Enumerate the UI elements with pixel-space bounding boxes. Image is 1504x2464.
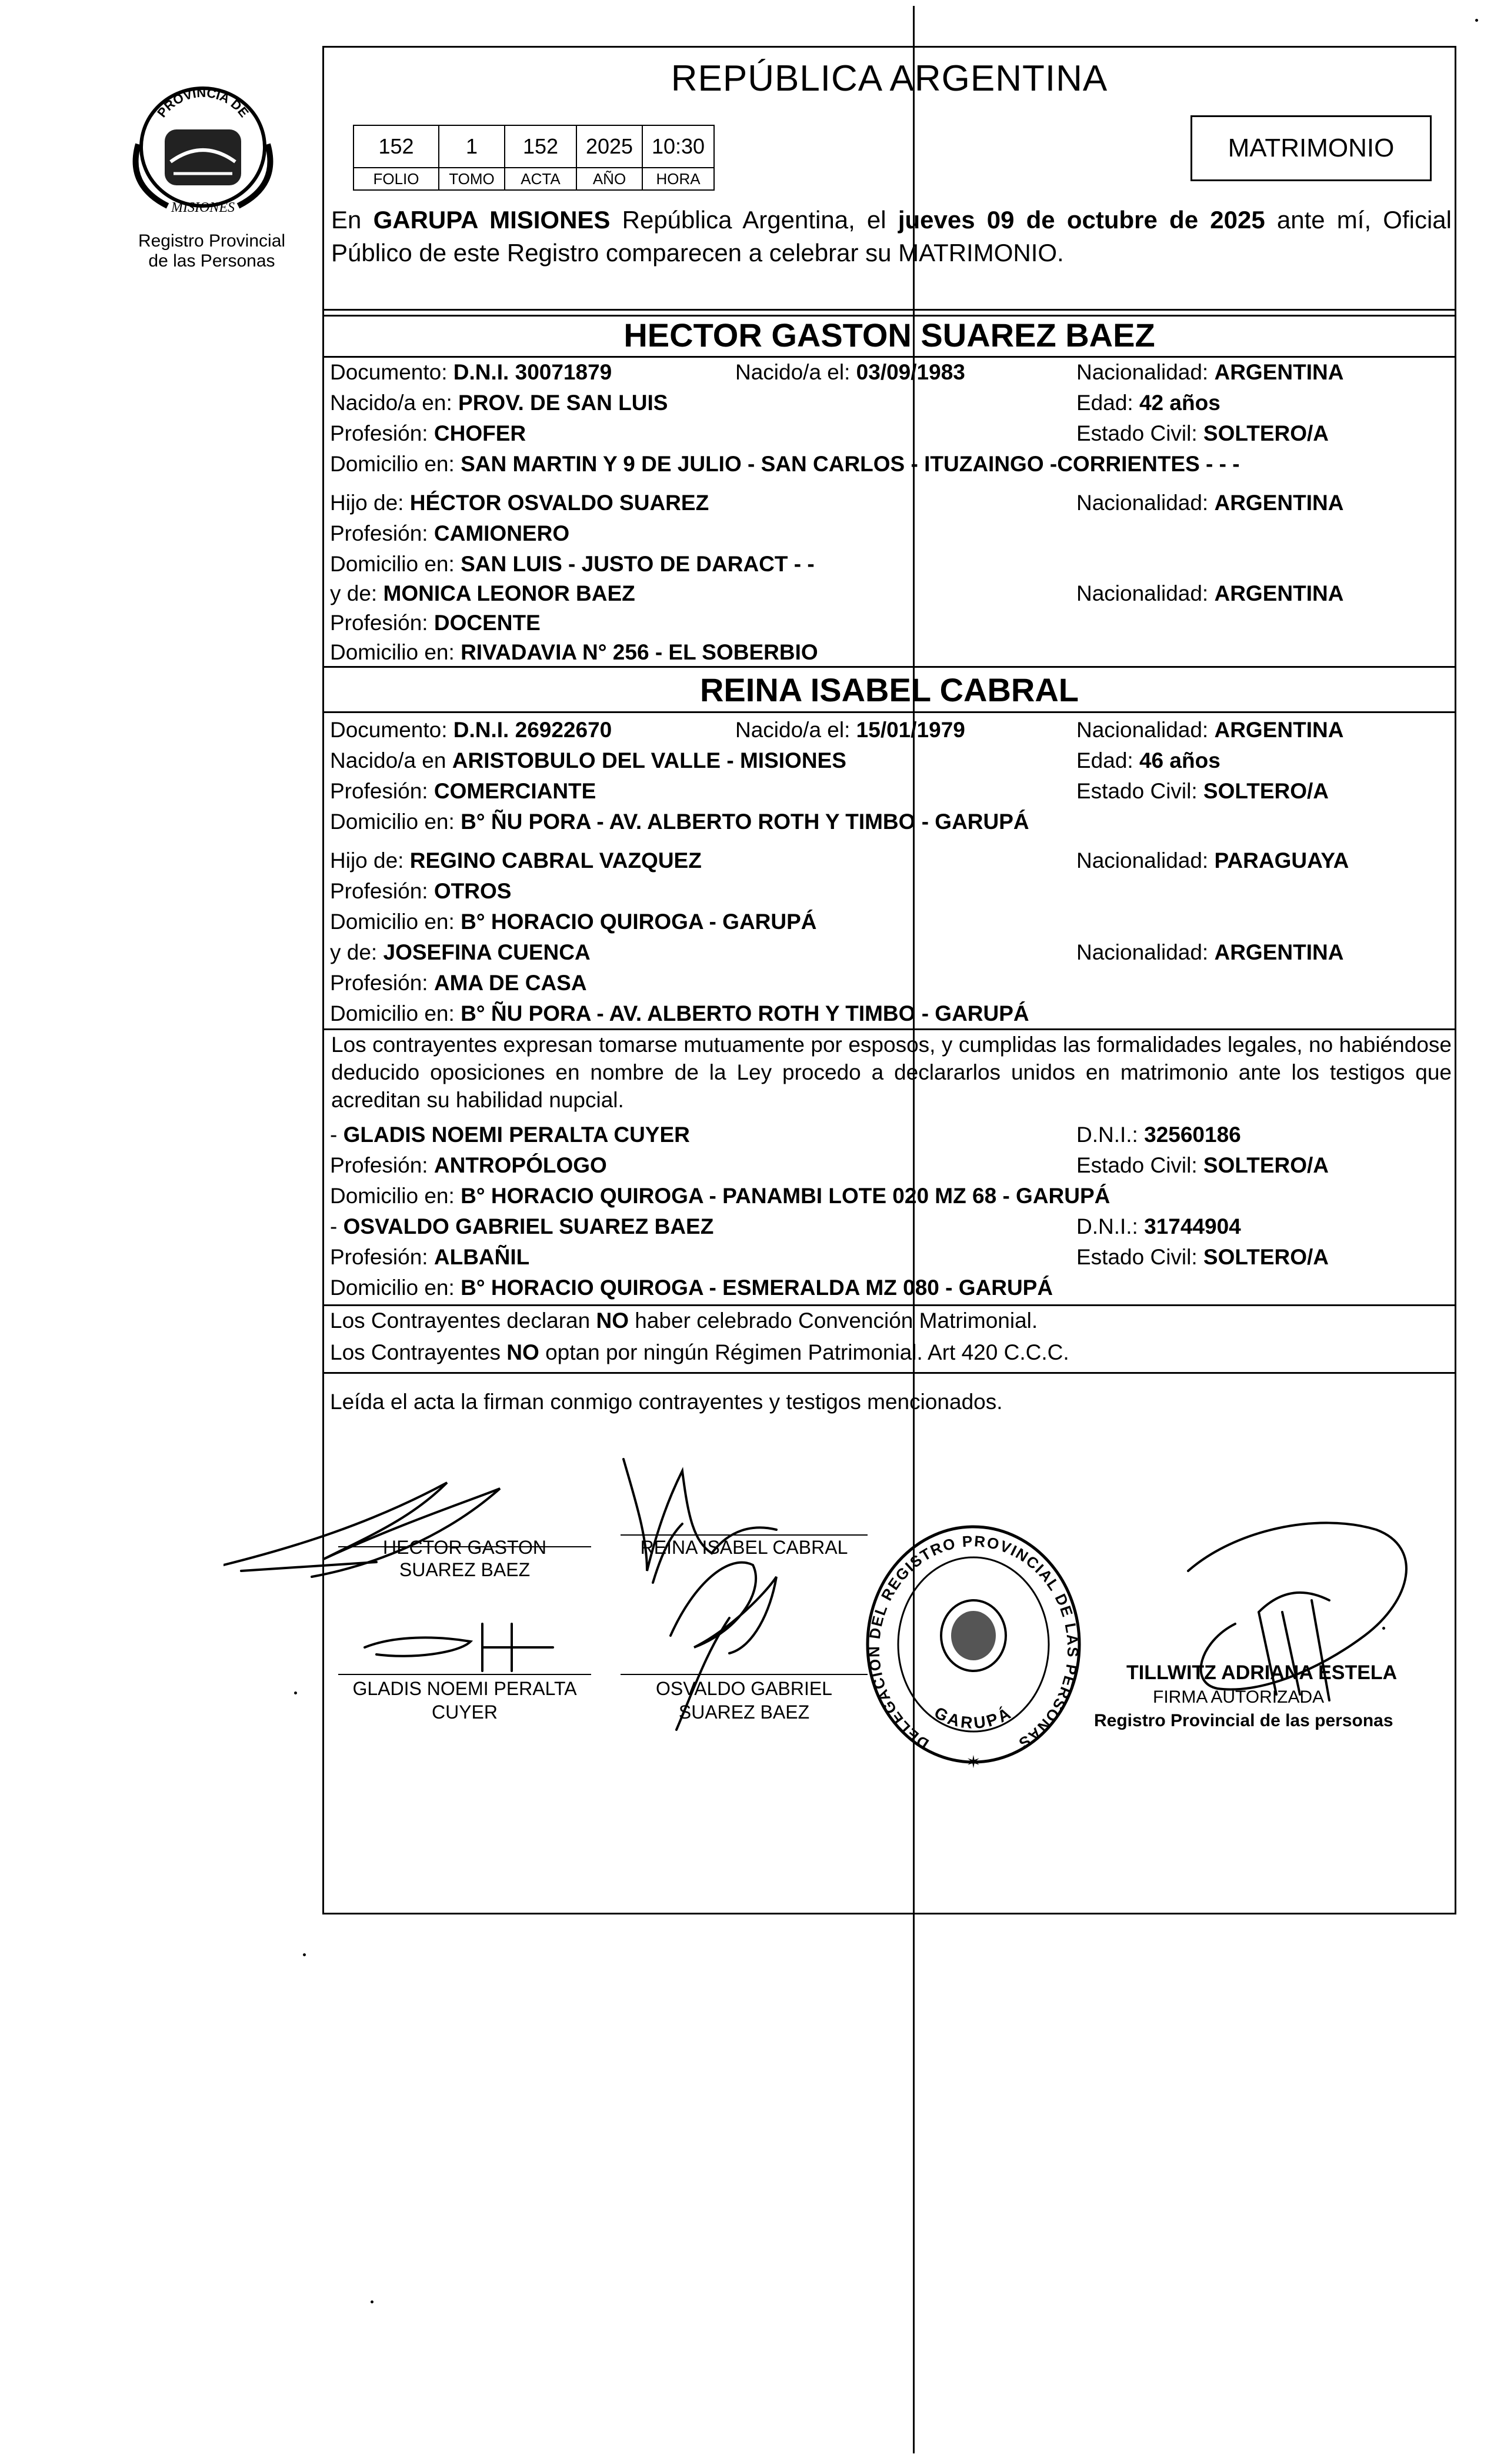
sig1-line1: HECTOR GASTON xyxy=(383,1537,546,1558)
sig3-line1: GLADIS NOEMI PERALTA xyxy=(352,1678,577,1699)
spouse2-father-nationality: Nacionalidad: PARAGUAYA xyxy=(1076,848,1349,873)
spouse1-mother: y de: MONICA LEONOR BAEZ xyxy=(330,581,635,605)
witness2-profession: Profesión: ALBAÑIL xyxy=(330,1245,530,1269)
province-coat-of-arms-logo xyxy=(115,74,291,221)
spouse2-birthdate: Nacido/a el: 15/01/1979 xyxy=(735,718,965,742)
witness2-name: - OSVALDO GABRIEL SUAREZ BAEZ xyxy=(330,1214,714,1238)
divider-spouse2 xyxy=(322,666,1456,668)
official-stamp-registry: Registro Provincial de las personas xyxy=(1094,1711,1393,1730)
handwritten-signatures xyxy=(224,1436,1459,1789)
witness2-dni: D.N.I.: 31744904 xyxy=(1076,1214,1241,1238)
scan-speck xyxy=(303,1953,306,1956)
scan-speck xyxy=(1475,19,1478,22)
spouse2-civil-status: Estado Civil: SOLTERO/A xyxy=(1076,779,1329,803)
spouse1-profession: Profesión: CHOFER xyxy=(330,421,526,445)
spouse1-father: Hijo de: HÉCTOR OSVALDO SUAREZ xyxy=(330,491,709,515)
spouse1-birthplace: Nacido/a en: PROV. DE SAN LUIS xyxy=(330,391,668,415)
sig1-line2: SUAREZ BAEZ xyxy=(399,1559,531,1580)
svg-text:✶: ✶ xyxy=(966,1752,981,1773)
acta-value: 152 xyxy=(505,125,576,168)
spouse1-mother-profession: Profesión: DOCENTE xyxy=(330,611,541,635)
tomo-value: 1 xyxy=(439,125,505,168)
spouse1-nationality: Nacionalidad: ARGENTINA xyxy=(1076,360,1344,384)
year-label: AÑO xyxy=(576,168,642,190)
time-label: HORA xyxy=(642,168,714,190)
spouse2-father-address: Domicilio en: B° HORACIO QUIROGA - GARUPÁ xyxy=(330,910,817,934)
witness1-dni: D.N.I.: 32560186 xyxy=(1076,1123,1241,1147)
registry-delegation-seal xyxy=(862,1509,1085,1780)
spouse1-address: Domicilio en: SAN MARTIN Y 9 DE JULIO - SAN CARLOS - ITUZAINGO -CORRIENTES - - - xyxy=(330,452,1240,476)
tomo-label: TOMO xyxy=(439,168,505,190)
spouse1-document: Documento: D.N.I. 30071879 xyxy=(330,360,612,384)
spouse2-mother: y de: JOSEFINA CUENCA xyxy=(330,940,591,964)
spouse2-profession: Profesión: COMERCIANTE xyxy=(330,779,596,803)
spouse2-nationality: Nacionalidad: ARGENTINA xyxy=(1076,718,1344,742)
spouse2-mother-profession: Profesión: AMA DE CASA xyxy=(330,971,587,995)
divider-regime xyxy=(322,1304,1456,1306)
witness1-address: Domicilio en: B° HORACIO QUIROGA - PANAMBI LOTE 020 MZ 68 - GARUPÁ xyxy=(330,1184,1111,1208)
spouse1-father-address: Domicilio en: SAN LUIS - JUSTO DE DARACT - - xyxy=(330,552,815,576)
acta-label: ACTA xyxy=(505,168,576,190)
witness1-civil-status: Estado Civil: SOLTERO/A xyxy=(1076,1153,1329,1177)
witness1-profession: Profesión: ANTROPÓLOGO xyxy=(330,1153,607,1177)
svg-text:PROVINCIA DE: PROVINCIA DE xyxy=(154,85,252,121)
year-value: 2025 xyxy=(576,125,642,168)
spouse1-civil-status: Estado Civil: SOLTERO/A xyxy=(1076,421,1329,445)
spouse1-mother-nationality: Nacionalidad: ARGENTINA xyxy=(1076,581,1344,605)
spouse1-father-profession: Profesión: CAMIONERO xyxy=(330,521,570,545)
divider-spouse1-title xyxy=(322,356,1456,358)
sig4-line1: OSVALDO GABRIEL xyxy=(656,1678,832,1699)
folio-label: FOLIO xyxy=(354,168,439,190)
spouse2-mother-address: Domicilio en: B° ÑU PORA - AV. ALBERTO ROTH Y TIMBO - GARUPÁ xyxy=(330,1001,1029,1025)
spouse2-father: Hijo de: REGINO CABRAL VAZQUEZ xyxy=(330,848,702,873)
sig2-line1: REINA ISABEL CABRAL xyxy=(640,1537,848,1558)
spouse2-age: Edad: 46 años xyxy=(1076,748,1220,773)
closing-statement: Leída el acta la firman conmigo contrayentes y testigos mencionados. xyxy=(330,1390,1003,1414)
divider-declaration xyxy=(322,1028,1456,1030)
regime-line1: Los Contrayentes declaran NO haber celebrado Convención Matrimonial. xyxy=(330,1308,1038,1333)
witness2-address: Domicilio en: B° HORACIO QUIROGA - ESMERALDA MZ 080 - GARUPÁ xyxy=(330,1276,1053,1300)
spouse1-name: HECTOR GASTON SUAREZ BAEZ xyxy=(623,317,1155,354)
time-value: 10:30 xyxy=(642,125,714,168)
org-name-line1: Registro Provincial xyxy=(138,231,286,251)
regime-line2: Los Contrayentes NO optan por ningún Régimen Patrimonial. Art 420 C.C.C. xyxy=(330,1340,1069,1364)
sig3-line2: CUYER xyxy=(431,1702,498,1723)
spouse1-mother-address: Domicilio en: RIVADAVIA N° 256 - EL SOBERBIO xyxy=(330,640,818,664)
divider-closing xyxy=(322,1372,1456,1374)
spouse2-address: Domicilio en: B° ÑU PORA - AV. ALBERTO ROTH Y TIMBO - GARUPÁ xyxy=(330,810,1029,834)
org-name-line2: de las Personas xyxy=(148,251,275,271)
official-stamp-role: FIRMA AUTORIZADA xyxy=(1153,1687,1325,1707)
spouse2-birthplace: Nacido/a en ARISTOBULO DEL VALLE - MISIONES xyxy=(330,748,846,773)
folio-value: 152 xyxy=(354,125,439,168)
spouse2-document: Documento: D.N.I. 26922670 xyxy=(330,718,612,742)
divider-spouse2-title xyxy=(322,711,1456,713)
intro-paragraph: En GARUPA MISIONES República Argentina, el jueves 09 de octubre de 2025 ante mí, Oficial Público de este Registro comparecen a celebrar su MATRIMONIO. xyxy=(331,206,1452,267)
act-type-box: MATRIMONIO xyxy=(1190,115,1432,181)
signature-line-4 xyxy=(621,1674,868,1675)
spouse1-father-nationality: Nacionalidad: ARGENTINA xyxy=(1076,491,1344,515)
record-reference-table xyxy=(353,125,715,191)
sig4-line2: SUAREZ BAEZ xyxy=(678,1702,810,1723)
svg-text:GARUPÁ: GARUPÁ xyxy=(931,1703,1016,1733)
spouse2-mother-nationality: Nacionalidad: ARGENTINA xyxy=(1076,940,1344,964)
declaration-paragraph: Los contrayentes expresan tomarse mutuamente por esposos, y cumplidas las formalidades legales, no habiéndose deducido oposiciones en nombre de la Ley procedo a declararlos unidos en matrimonio ante los testigos que acreditan su habilidad nupcial. xyxy=(331,1033,1452,1112)
svg-text:MISIONES: MISIONES xyxy=(171,200,235,215)
spouse2-name: REINA ISABEL CABRAL xyxy=(699,671,1079,708)
signature-line-3 xyxy=(338,1674,591,1675)
scan-speck xyxy=(1382,1627,1385,1630)
witness2-civil-status: Estado Civil: SOLTERO/A xyxy=(1076,1245,1329,1269)
official-stamp-name: TILLWITZ ADRIANA ESTELA xyxy=(1126,1661,1398,1684)
spouse2-father-profession: Profesión: OTROS xyxy=(330,879,512,903)
witness1-name: - GLADIS NOEMI PERALTA CUYER xyxy=(330,1123,690,1147)
divider-header xyxy=(322,309,1456,311)
scan-speck xyxy=(294,1691,297,1694)
scan-speck xyxy=(371,2300,374,2303)
spouse1-age: Edad: 42 años xyxy=(1076,391,1220,415)
svg-text:DELEGACION DEL REGISTRO PROVIN: DELEGACION DEL REGISTRO PROVINCIAL DE LAS PERSONAS xyxy=(865,1532,1082,1753)
spouse1-birthdate: Nacido/a el: 03/09/1983 xyxy=(735,360,965,384)
country-title: REPÚBLICA ARGENTINA xyxy=(671,58,1108,99)
